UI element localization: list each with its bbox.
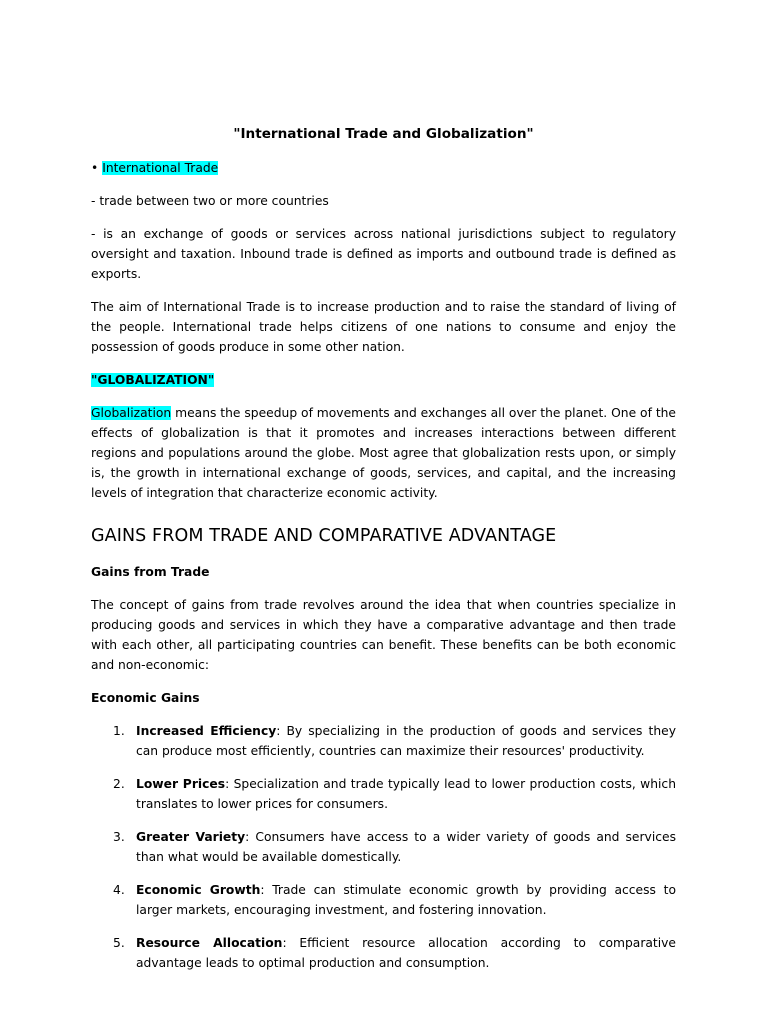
list-item-text: : By specializing in the production of goods and services they can produce most efficiently, countries can maximize their resources' productivity. [136, 724, 676, 758]
document-title: "International Trade and Globalization" [233, 126, 534, 142]
document-body [91, 124, 676, 986]
list-item-term: Resource Allocation [136, 936, 283, 950]
globalization-heading-highlight: "GLOBALIZATION" [91, 373, 215, 387]
economic-gains-heading: Economic Gains [91, 691, 200, 705]
list-item-number: 3. [113, 830, 125, 844]
list-item-text: : Trade can stimulate economic growth by providing access to larger markets, encouraging investment, and fostering innovation. [136, 883, 676, 917]
international-trade-highlight: International Trade [102, 161, 219, 175]
aim-paragraph: The aim of International Trade is to increase production and to raise the standard of living of the people. International trade helps citizens of one nations to consume and enjoy the possession of goods produce in some other nation. [91, 300, 676, 354]
economic-gains-list [91, 721, 676, 973]
gains-section-heading [91, 524, 676, 548]
list-item [91, 880, 676, 920]
gains-from-trade-subheading: Gains from Trade [91, 565, 210, 579]
list-item-text: : Efficient resource allocation according to comparative advantage leads to optimal production and consumption. [136, 936, 676, 970]
list-item-number: 4. [113, 883, 125, 897]
list-item-number: 5. [113, 936, 125, 950]
gains-section-heading-text: GAINS FROM TRADE AND COMPARATIVE ADVANTAGE [91, 526, 557, 546]
list-item-term: Lower Prices [136, 777, 226, 791]
list-item-number: 1. [113, 724, 125, 738]
list-item-number: 2. [113, 777, 125, 791]
list-item [91, 827, 676, 867]
globalization-paragraph [91, 403, 676, 503]
list-item-text: : Specialization and trade typically lead to lower production costs, which translates to lower prices for consumers. [136, 777, 676, 811]
globalization-term: Globalization [91, 406, 172, 420]
list-item [91, 774, 676, 814]
list-item-term: Economic Growth [136, 883, 261, 897]
international-trade-heading [91, 158, 676, 178]
list-item [91, 721, 676, 761]
list-item-term: Greater Variety [136, 830, 246, 844]
globalization-text: means the speedup of movements and exchanges all over the planet. One of the effects of globalization is that it promotes and increases interactions between different regions and populations around the globe. Most agree that globalization rests upon, or simply is, the growth in international exchange of goods, services, and capital, and the increasing levels of integration that characterize economic activity. [91, 406, 676, 500]
list-item-term: Increased Efficiency [136, 724, 277, 738]
globalization-heading [91, 370, 676, 390]
list-item [91, 933, 676, 973]
definition-line-2: - is an exchange of goods or services across national jurisdictions subject to regulatory oversight and taxation. Inbound trade is defined as imports and outbound trade is defined as exports. [91, 227, 676, 281]
list-item-text: : Consumers have access to a wider variety of goods and services than what would be available domestically. [136, 830, 676, 864]
bullet: • [91, 161, 99, 175]
definition-line-1: - trade between two or more countries [91, 194, 329, 208]
gains-intro-paragraph: The concept of gains from trade revolves around the idea that when countries specialize in producing goods and services in which they have a comparative advantage and then trade with each other, all participating countries can benefit. These benefits can be both economic and non-economic: [91, 598, 676, 672]
